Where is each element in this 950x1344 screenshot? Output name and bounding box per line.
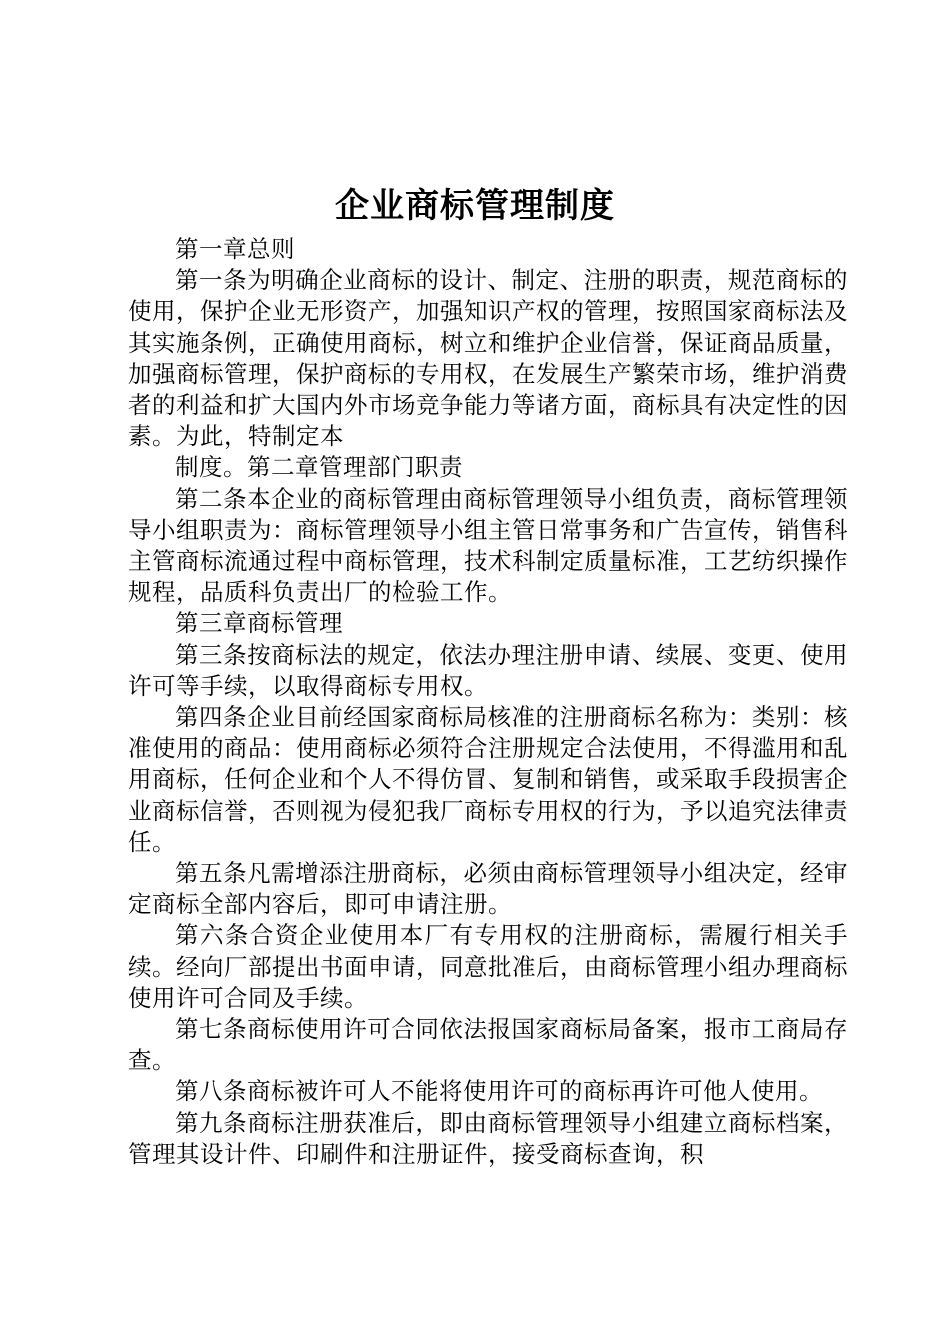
chapter-heading: 第一章总则	[175, 235, 295, 263]
chapter-heading: 制度。第二章管理部门职责	[175, 453, 463, 482]
paragraph: 第六条合资企业使用本厂有专用权的注册商标，需履行相关手续。经向厂部提出书面申请，同意批准后，由商标管理小组办理商标使用许可合同及手续。	[128, 921, 848, 1012]
paragraph: 第二条本企业的商标管理由商标管理领导小组负责，商标管理领导小组职责为：商标管理领导小组主管日常事务和广告宣传，销售科主管商标流通过程中商标管理，技术科制定质量标准，工艺纺织操作规程，品质科负责出厂的检验工作。	[128, 484, 848, 607]
paragraph: 第八条商标被许可人不能将使用许可的商标再许可他人使用。	[175, 1077, 823, 1106]
paragraph: 第九条商标注册获准后，即由商标管理领导小组建立商标档案，管理其设计件、印刷件和注册证件，接受商标查询，积	[128, 1108, 848, 1168]
document-body	[128, 234, 848, 1170]
paragraph: 第一条为明确企业商标的设计、制定、注册的职责，规范商标的使用，保护企业无形资产，加强知识产权的管理，按照国家商标法及其实施条例，正确使用商标，树立和维护企业信誉，保证商品质量，加强商标管理，保护商标的专用权，在发展生产繁荣市场，维护消费者的利益和扩大国内外市场竞争能力等诸方面，商标具有决定性的因素。为此，特制定本	[128, 266, 848, 451]
paragraph: 第四条企业目前经国家商标局核准的注册商标名称为：类别：核准使用的商品：使用商标必须符合注册规定合法使用，不得滥用和乱用商标，任何企业和个人不得仿冒、复制和销售，或采取手段损害企业商标信誉，否则视为侵犯我厂商标专用权的行为，予以追究法律责任。	[128, 703, 848, 856]
paragraph: 第五条凡需增添注册商标，必须由商标管理领导小组决定，经审定商标全部内容后，即可申请注册。	[128, 859, 848, 919]
chapter-heading: 第三章商标管理	[175, 609, 343, 638]
document-title: 企业商标管理制度	[335, 186, 615, 226]
paragraph: 第三条按商标法的规定，依法办理注册申请、续展、变更、使用许可等手续，以取得商标专用权。	[128, 640, 848, 700]
paragraph: 第七条商标使用许可合同依法报国家商标局备案，报市工商局存查。	[128, 1015, 848, 1075]
